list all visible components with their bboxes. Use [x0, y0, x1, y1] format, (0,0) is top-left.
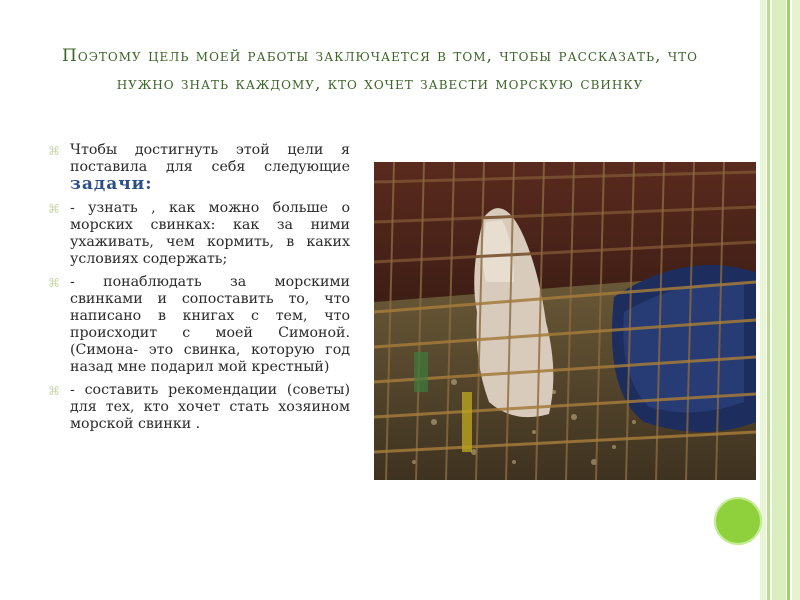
bullet-list: [48, 142, 350, 439]
bullet-marker-icon: ⌘: [48, 276, 60, 290]
bullet-marker-icon: ⌘: [48, 384, 60, 398]
bullet-text: - узнать , как можно больше о морских свинках: как за ними ухаживать, чем кормить, в каких условиях содержать;: [70, 200, 350, 267]
guinea-pig-photo: [374, 162, 756, 480]
bullet-text: - составить рекомендации (советы) для тех, кто хочет стать хозяином морской свинки .: [70, 382, 350, 432]
bullet-emphasis: задачи:: [70, 174, 153, 194]
bullet-text: - понаблюдать за морскими свинками и сопоставить то, что написано в книгах с тем, что происходит с моей Симоной. (Симона- это свинка, которую год назад мне подарил мой крестный): [70, 274, 350, 375]
bullet-item: [48, 142, 350, 194]
bullet-item: [48, 382, 350, 433]
decorative-circle: [714, 497, 762, 545]
bullet-item: [48, 274, 350, 376]
bullet-item: [48, 200, 350, 268]
bullet-marker-icon: ⌘: [48, 202, 60, 216]
bullet-marker-icon: ⌘: [48, 144, 60, 158]
slide-title: Поэтому цель моей работы заключается в том, чтобы рассказать, что нужно знать каждому, кто хочет завести морскую свинку: [62, 46, 698, 94]
decorative-stripes: [760, 0, 800, 600]
bullet-text: Чтобы достигнуть этой цели я поставила для себя следующие: [70, 142, 350, 175]
